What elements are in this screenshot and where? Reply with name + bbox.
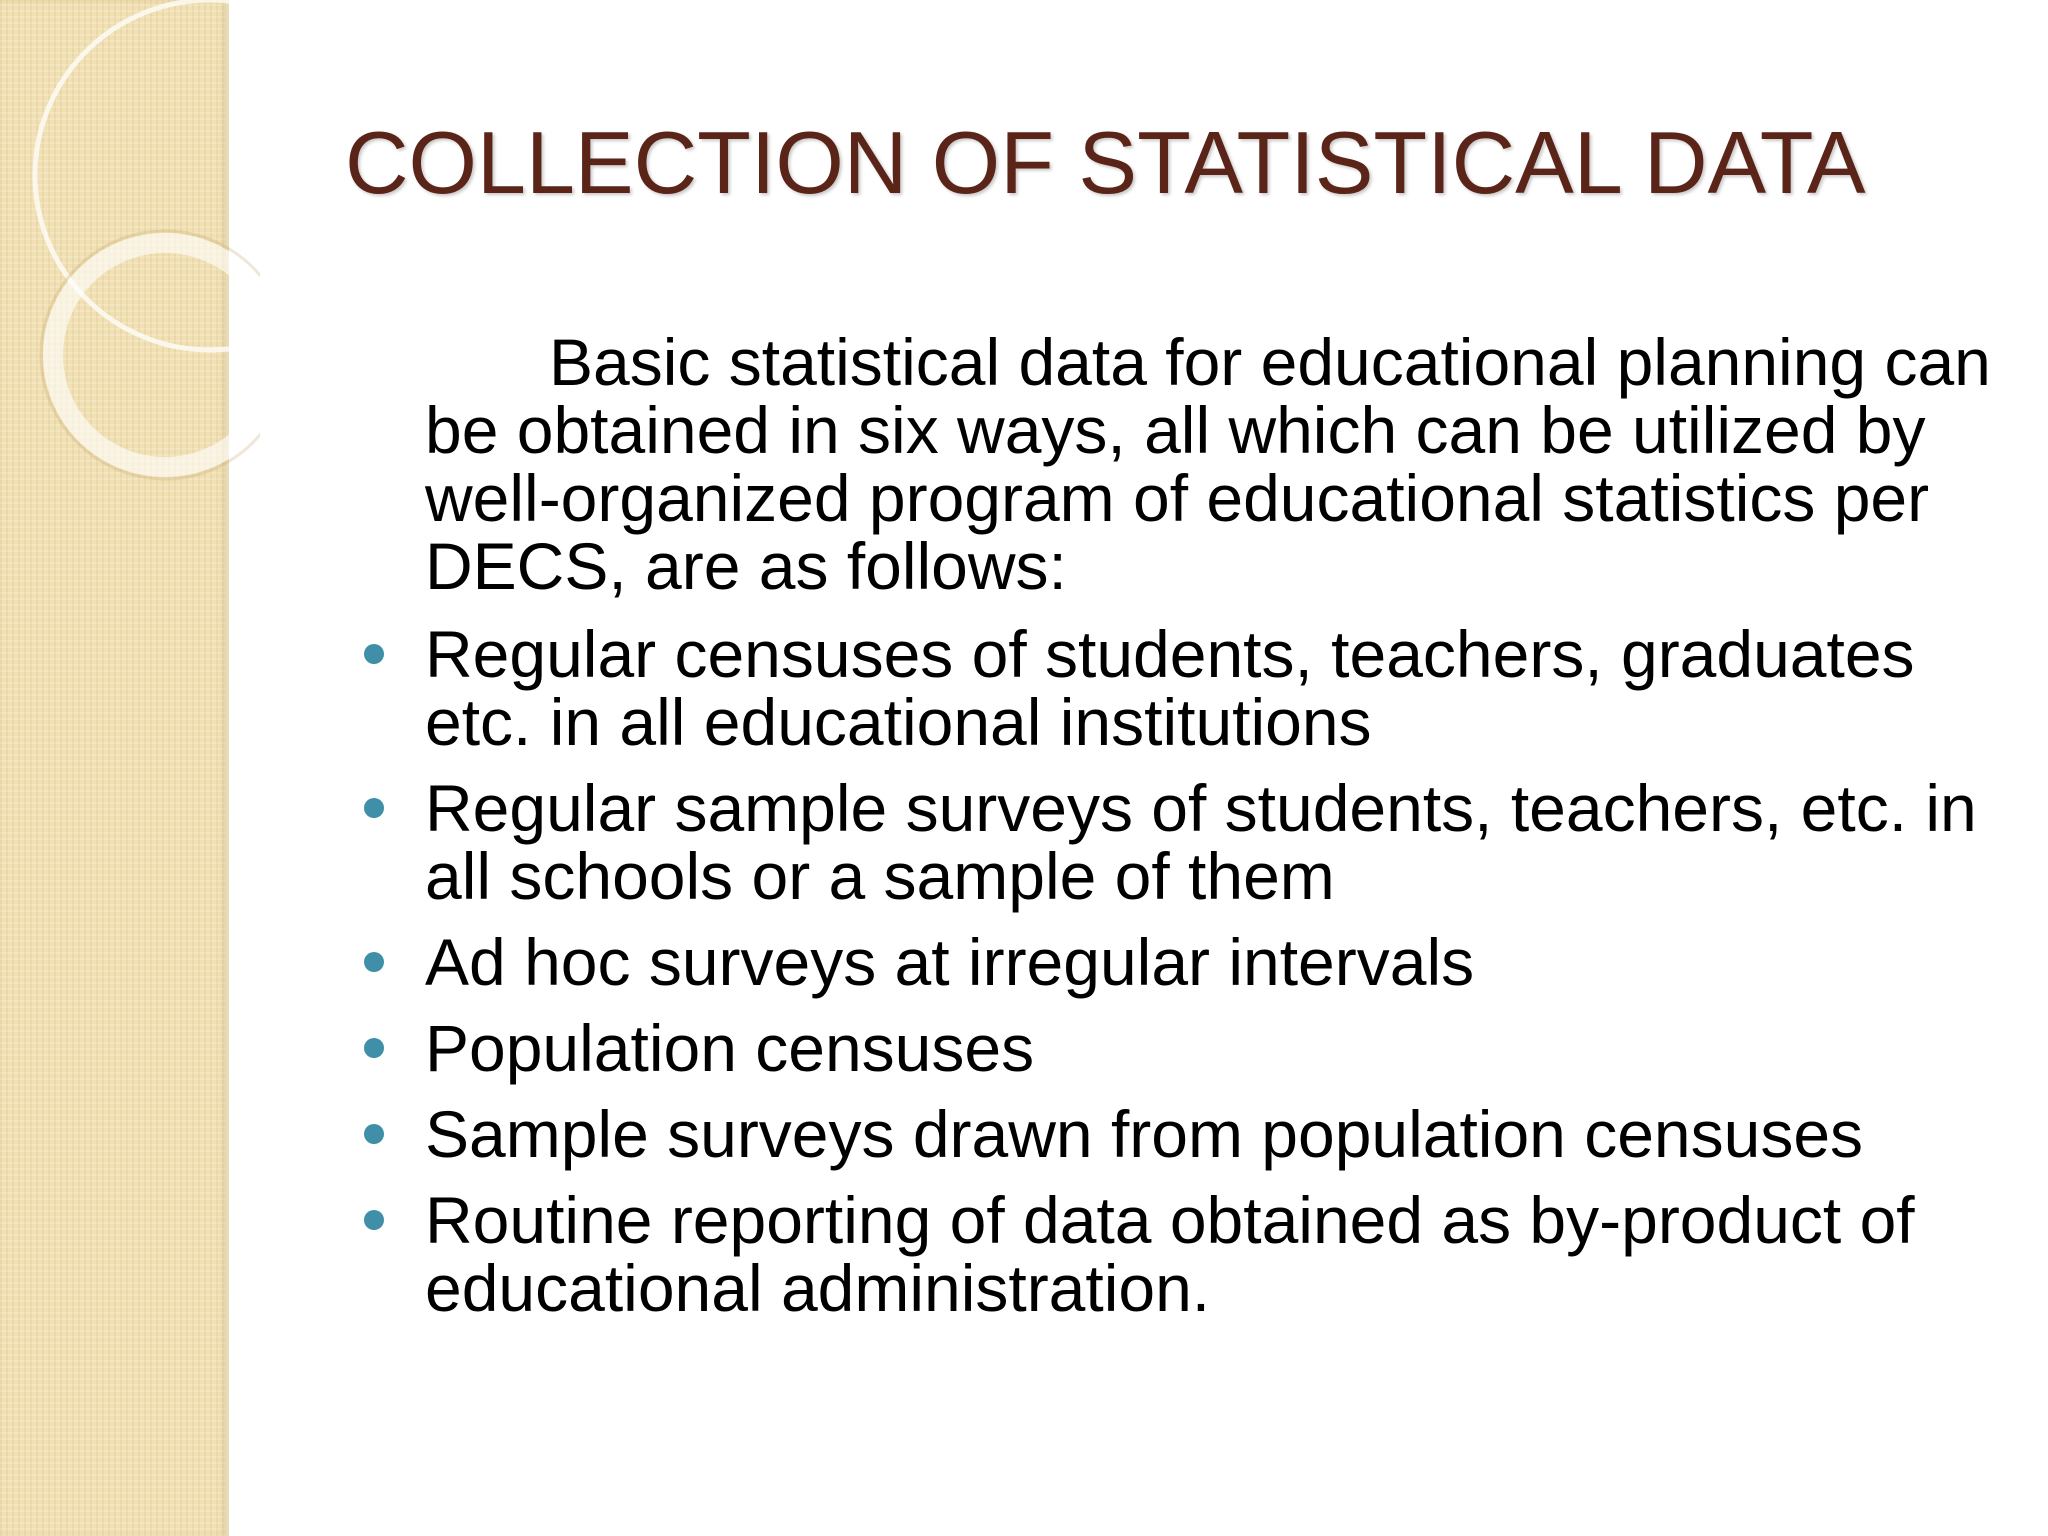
- bullet-dot-icon: [364, 952, 384, 972]
- bullet-item: [425, 617, 2005, 759]
- bullet-text: Regular sample surveys of students, teachers, etc. in all schools or a sample of them: [425, 771, 1977, 913]
- decorative-ring-small: [53, 243, 260, 467]
- bullet-item: [425, 1183, 2005, 1325]
- bullet-list: [425, 617, 2005, 1325]
- intro-paragraph: Basic statistical data for educational planning can be obtained in six ways, all which can be utilized by well-organized program of educational statistics per DECS, are as follows:: [425, 325, 1991, 603]
- bullet-dot-icon: [364, 1038, 384, 1058]
- decorative-rings: [0, 0, 260, 520]
- bullet-text: Ad hoc surveys at irregular intervals: [425, 925, 1475, 999]
- bullet-dot-icon: [364, 644, 384, 664]
- bullet-item: [425, 771, 2005, 913]
- bullet-dot-icon: [364, 1210, 384, 1230]
- slide-body: [425, 325, 2005, 1340]
- bullet-item: [425, 1097, 2005, 1171]
- slide-title: COLLECTION OF STATISTICAL DATA: [345, 113, 1866, 212]
- bullet-text: Population censuses: [425, 1011, 1035, 1085]
- bullet-dot-icon: [364, 1124, 384, 1144]
- bullet-item: [425, 1011, 2005, 1085]
- bullet-text: Sample surveys drawn from population censuses: [425, 1097, 1864, 1171]
- bullet-text: Routine reporting of data obtained as by-product of educational administration.: [425, 1183, 1915, 1325]
- bullet-item: [425, 925, 2005, 999]
- bullet-dot-icon: [364, 798, 384, 818]
- bullet-text: Regular censuses of students, teachers, graduates etc. in all educational institutions: [425, 617, 1915, 759]
